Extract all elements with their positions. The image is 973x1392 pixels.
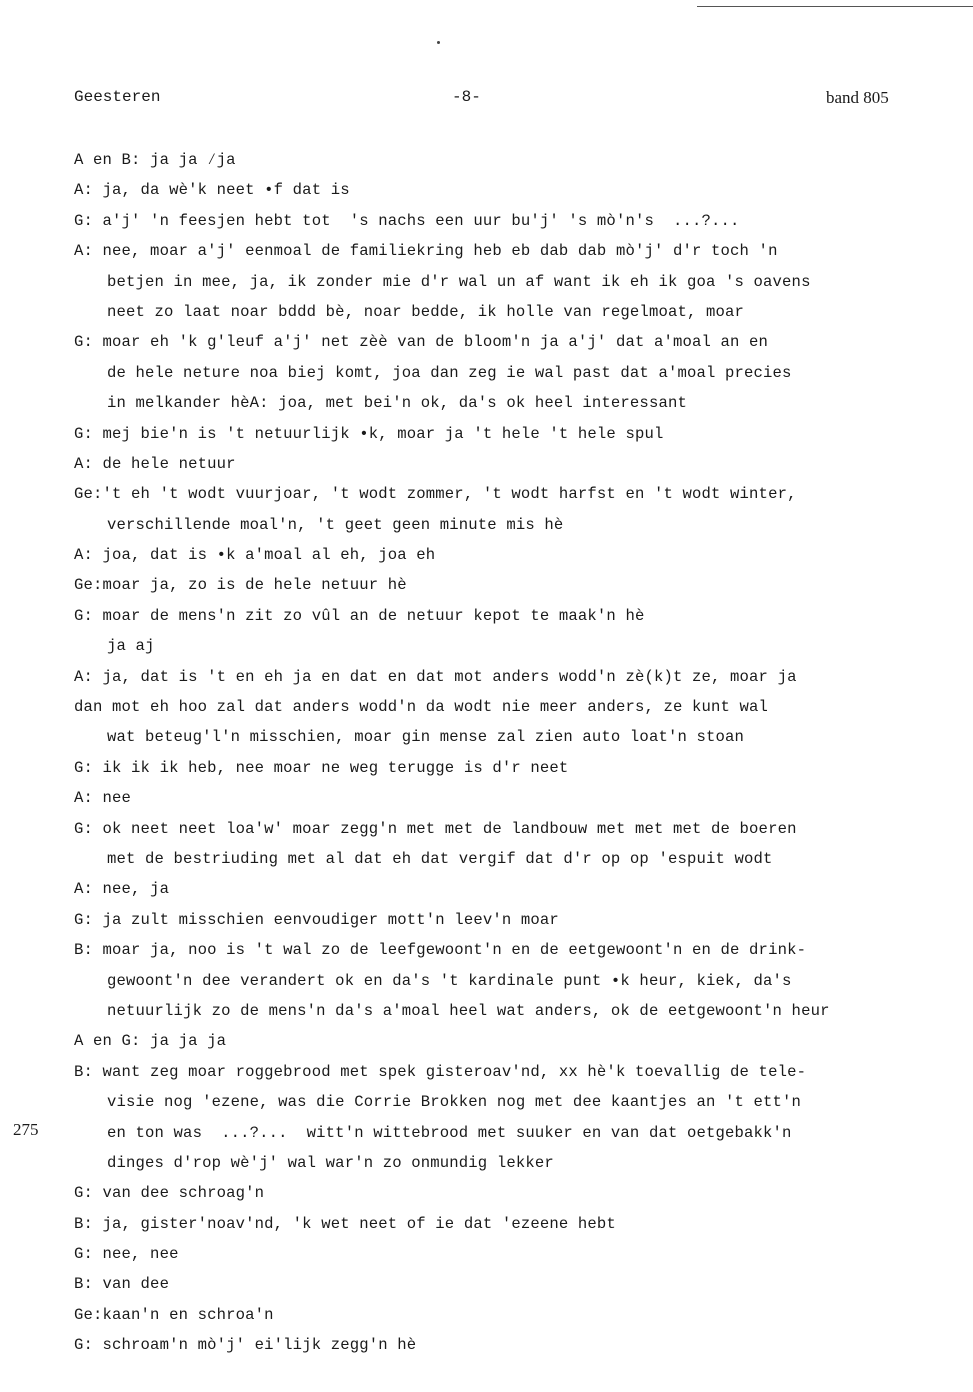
transcript-line: B: van dee — [74, 1275, 170, 1294]
transcript-line: A: de hele netuur — [74, 454, 236, 473]
transcript-line: betjen in mee, ja, ik zonder mie d'r wal un af want ik eh ik goa 's oavens — [107, 272, 811, 291]
transcript-line: G: moar eh 'k g'leuf a'j' net zèè van de bloom'n ja a'j' dat a'moal an en — [74, 333, 769, 352]
transcript-line: G: nee, nee — [74, 1245, 179, 1264]
transcript-line: A: ja, dat is 't en eh ja en dat en dat mot anders wodd'n zè(k)t ze, moar ja — [74, 667, 797, 686]
page-number: -8- — [452, 88, 481, 106]
speck-mark — [437, 41, 440, 44]
transcript-line: Ge:moar ja, zo is de hele netuur hè — [74, 576, 407, 595]
top-rule — [697, 6, 973, 7]
transcript-line: neet zo laat noar bddd bè, noar bedde, ik holle van regelmoat, moar — [107, 302, 745, 321]
transcript-line: G: ja zult misschien eenvoudiger mott'n leev'n moar — [74, 910, 559, 929]
transcript-line: en ton was ...?... witt'n wittebrood met suuker en van dat oetgebakk'n — [107, 1123, 792, 1142]
transcript-line: visie nog 'ezene, was die Corrie Brokken nog met dee kaantjes an 't ett'n — [107, 1093, 802, 1112]
transcript-line: dan mot eh hoo zal dat anders wodd'n da wodt nie meer anders, ze kunt wal — [74, 698, 769, 717]
transcript-line: G: moar de mens'n zit zo vûl an de netuur kepot te maak'n hè — [74, 606, 645, 625]
transcript-line: A en G: ja ja ja — [74, 1032, 227, 1051]
transcript-line: gewoont'n dee verandert ok en da's 't kardinale punt •k heur, kiek, da's — [107, 971, 792, 990]
transcript-line: B: want zeg moar roggebrood met spek gisteroav'nd, xx hè'k toevallig de tele- — [74, 1062, 807, 1081]
transcript-line: in melkander hèA: joa, met bei'n ok, da's ok heel interessant — [107, 394, 687, 413]
transcript-body — [74, 145, 964, 1361]
transcript-line: A: ja, da wè'k neet •f dat is — [74, 181, 350, 200]
transcript-line: A: nee — [74, 789, 132, 808]
transcript-line: A: nee, moar a'j' eenmoal de familiekring heb eb dab dab mò'j' d'r toch 'n — [74, 242, 778, 261]
transcript-line: G: ok neet neet loa'w' moar zegg'n met met de landbouw met met met de boeren — [74, 819, 797, 838]
transcript-line: G: van dee schroag'n — [74, 1184, 265, 1203]
transcript-line: G: a'j' 'n feesjen hebt tot 's nachs een uur bu'j' 's mò'n's ...?... — [74, 211, 740, 230]
transcript-line: netuurlijk zo de mens'n da's a'moal heel wat anders, ok de eetgewoont'n heur — [107, 1001, 830, 1020]
transcript-line: A en B: ja ja ⁄ja — [74, 151, 236, 169]
transcript-line: de hele neture noa biej komt, joa dan zeg ie wal past dat a'moal precies — [107, 363, 792, 382]
transcript-line: A: nee, ja — [74, 880, 170, 899]
transcript-line: ja aj — [107, 637, 155, 656]
margin-line-number: 275 — [13, 1120, 39, 1139]
tape-number: band 805 — [826, 88, 889, 107]
transcript-line: G: ik ik ik heb, nee moar ne weg terugge is d'r neet — [74, 758, 569, 777]
transcript-line: A: joa, dat is •k a'moal al eh, joa eh — [74, 546, 436, 565]
transcript-line: verschillende moal'n, 't geet geen minute mis hè — [107, 515, 564, 534]
transcript-line: B: moar ja, noo is 't wal zo de leefgewoont'n en de eetgewoont'n en de drink- — [74, 941, 807, 960]
transcript-line: met de bestriuding met al dat eh dat vergif dat d'r op op 'espuit wodt — [107, 849, 773, 868]
transcript-line: wat beteug'l'n misschien, moar gin mense zal zien auto loat'n stoan — [107, 728, 745, 747]
transcript-line: G: schroam'n mò'j' ei'lijk zegg'n hè — [74, 1336, 417, 1355]
transcript-line: B: ja, gister'noav'nd, 'k wet neet of ie dat 'ezeene hebt — [74, 1214, 616, 1233]
transcript-line: dinges d'rop wè'j' wal war'n zo onmundig lekker — [107, 1153, 554, 1172]
transcript-line: Ge:kaan'n en schroa'n — [74, 1305, 274, 1324]
transcript-line: Ge:'t eh 't wodt vuurjoar, 't wodt zommer, 't wodt harfst en 't wodt winter, — [74, 485, 797, 504]
transcript-line: G: mej bie'n is 't netuurlijk •k, moar ja 't hele 't hele spul — [74, 424, 664, 443]
header-location: Geesteren — [74, 88, 161, 106]
